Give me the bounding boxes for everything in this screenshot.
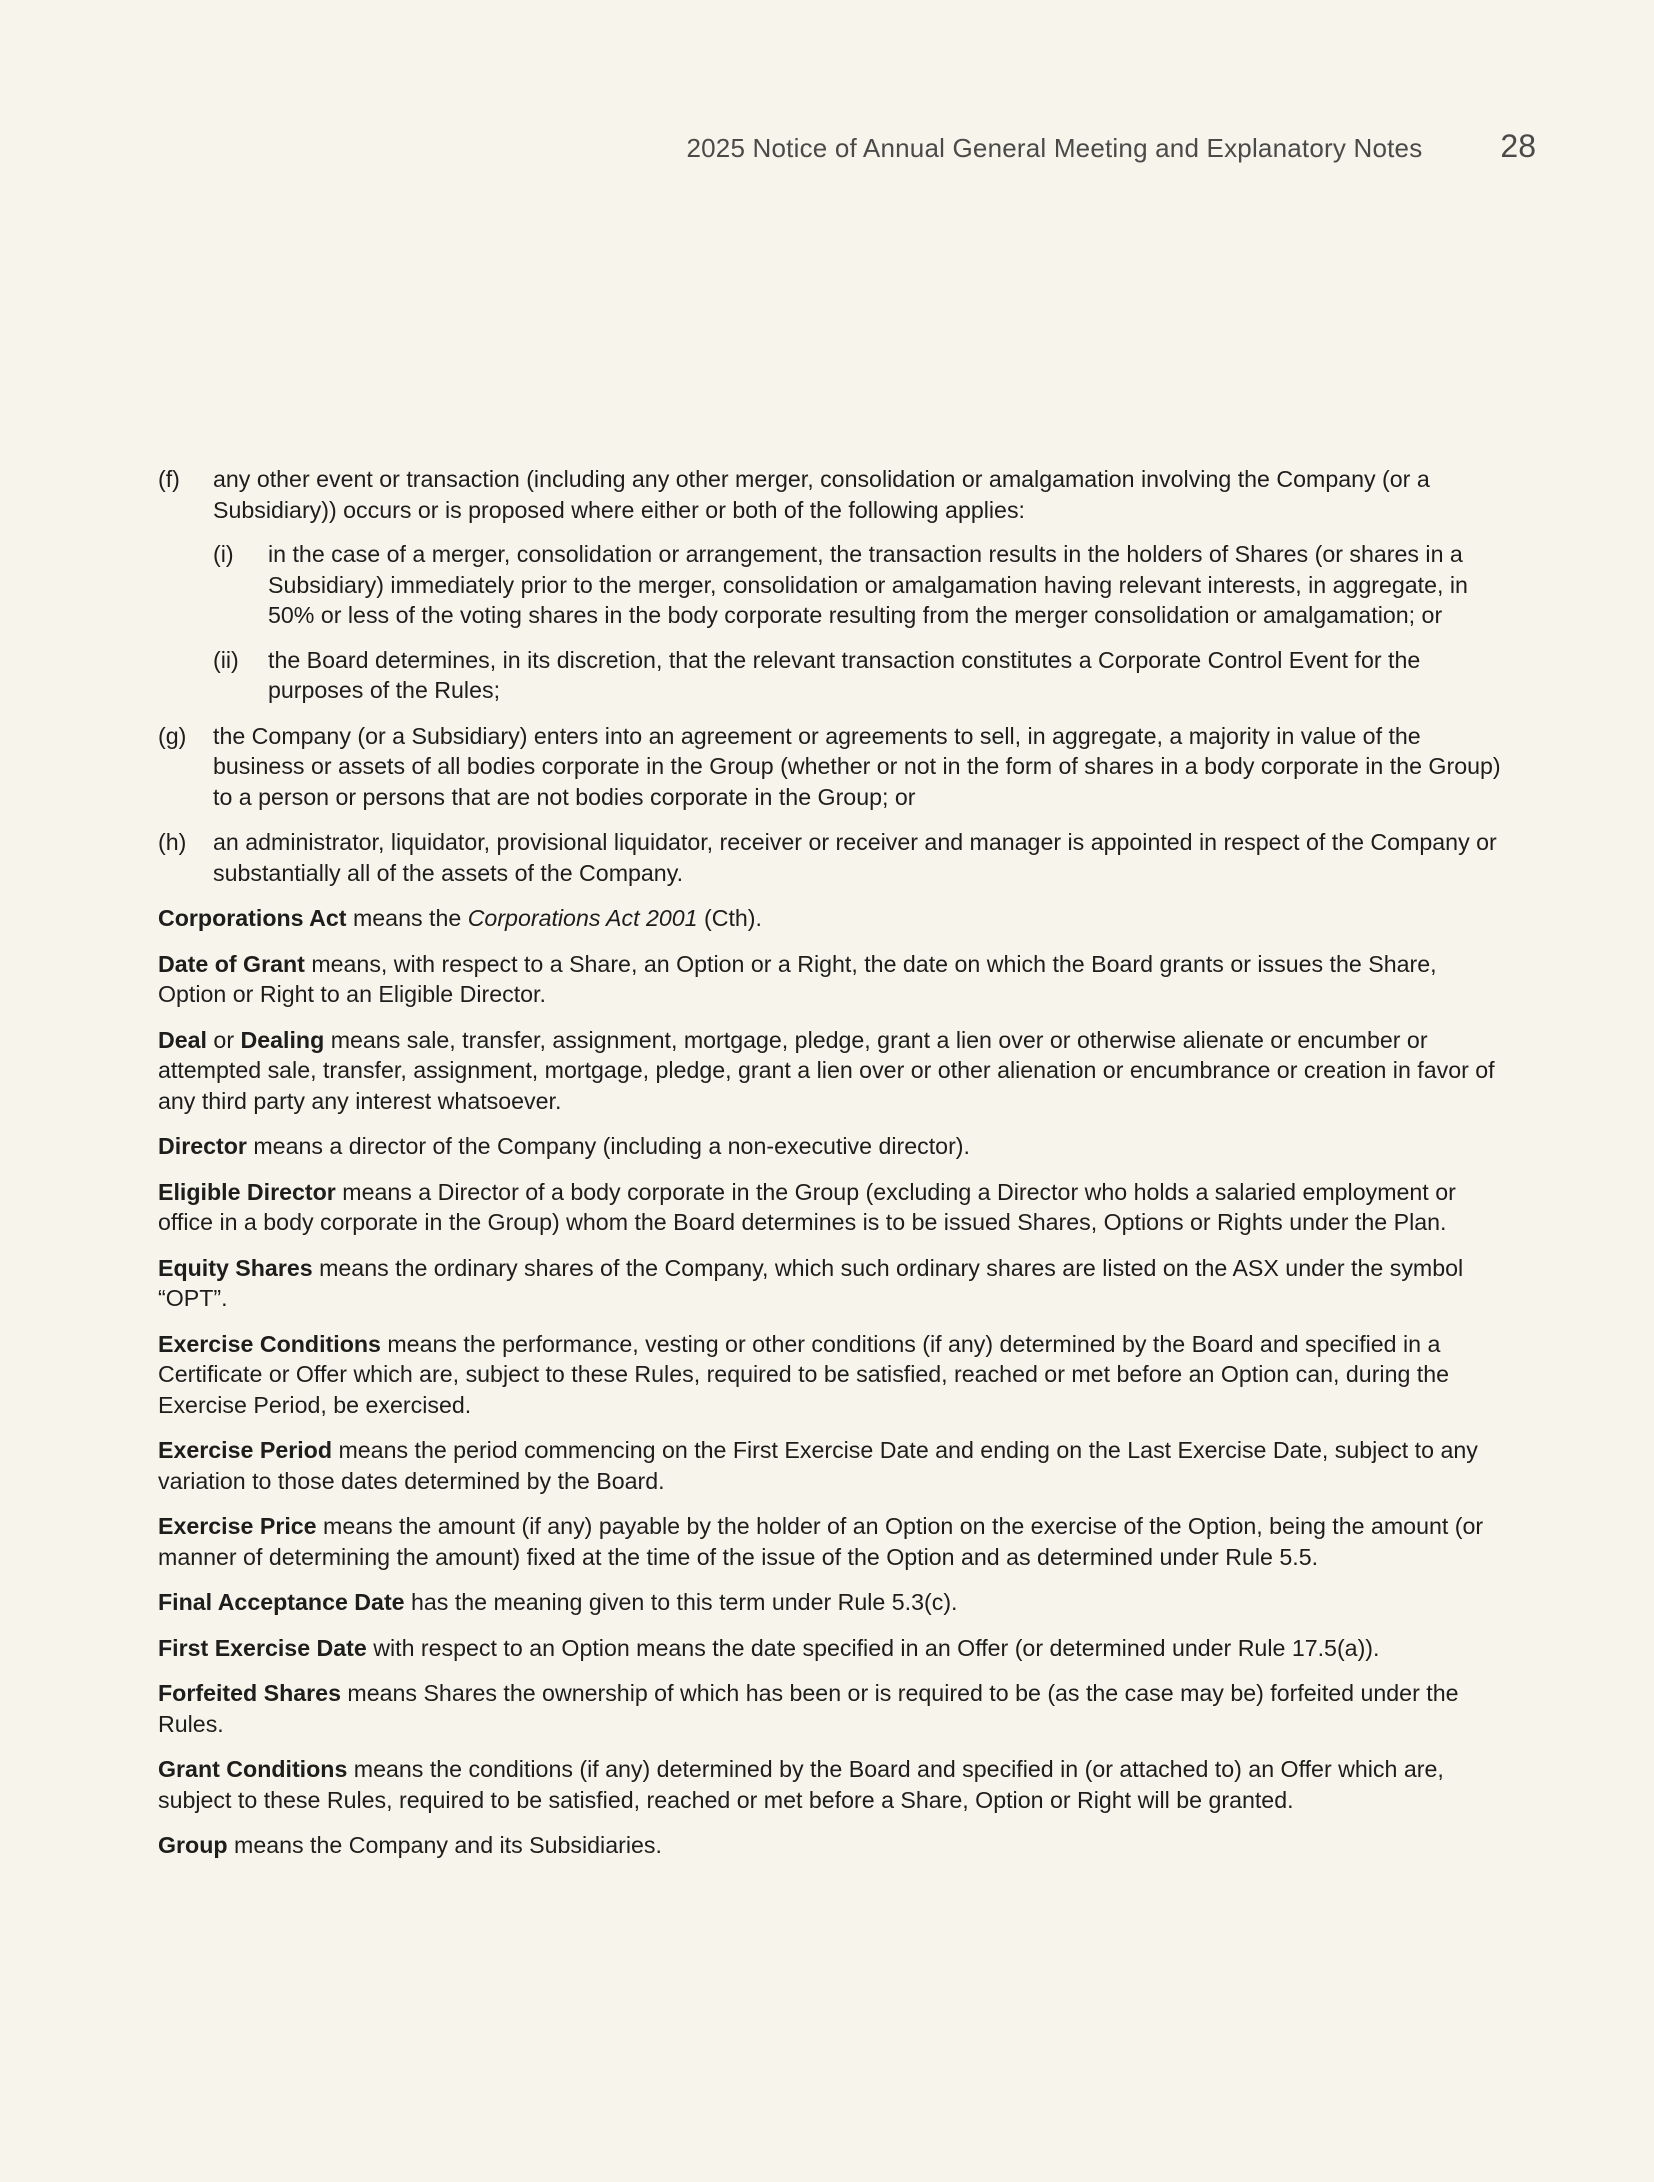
definition-grant-conditions: [158, 1754, 1503, 1815]
page-header: [0, 128, 1536, 165]
definition-text: with respect to an Option means the date specified in an Offer (or determined under Rule 17.5(a)).: [366, 1634, 1380, 1661]
definition-exercise-conditions: [158, 1329, 1503, 1421]
definition-date-of-grant: [158, 949, 1503, 1010]
sub-list: [213, 539, 1503, 706]
definition-text: means Shares the ownership of which has been or is required to be (as the case may be) forfeited under the Rules.: [158, 1680, 1459, 1737]
definition-term: Exercise Conditions: [158, 1330, 381, 1357]
definition-deal: [158, 1025, 1503, 1117]
list-item-f: [158, 464, 1503, 706]
definition-term: Final Acceptance Date: [158, 1589, 405, 1615]
definition-text: has the meaning given to this term under Rule 5.3(c).: [404, 1589, 958, 1615]
definition-term: Corporations Act: [158, 905, 347, 931]
definition-final-acceptance-date: [158, 1587, 1503, 1618]
definition-term: First Exercise Date: [158, 1634, 367, 1661]
definition-eligible-director: [158, 1177, 1503, 1238]
sub-list-item-ii: [213, 645, 1503, 706]
definition-term: Group: [158, 1832, 228, 1858]
list-item-body: [213, 464, 1503, 706]
definition-text: means a Director of a body corporate in the Group (excluding a Director who holds a salaried employment or office in a body corporate in the Group) whom the Board determines is to be issued Shares, Options or Rights under the Plan.: [158, 1178, 1456, 1235]
definition-text: means, with respect to a Share, an Option or a Right, the date on which the Board grants or issues the Share, Option or Right to an Eligible Director.: [158, 950, 1437, 1007]
definition-text: means the: [346, 905, 468, 931]
sub-list-item-text: the Board determines, in its discretion, that the relevant transaction constitutes a Corporate Control Event for the purposes of the Rules;: [268, 646, 1421, 703]
definition-first-exercise-date: [158, 1633, 1503, 1664]
definition-text: means the period commencing on the First Exercise Date and ending on the Last Exercise Date, subject to any variation to those dates determined by the Board.: [158, 1437, 1478, 1494]
definition-term: Deal: [158, 1026, 207, 1053]
page-number: 28: [1500, 128, 1536, 164]
definition-corporations-act: [158, 903, 1503, 934]
list-marker: (g): [158, 722, 187, 749]
definition-term: Forfeited Shares: [158, 1680, 341, 1706]
list-marker: (f): [158, 466, 180, 492]
page-content: [158, 464, 1503, 1876]
list-item-h: [158, 827, 1503, 888]
sub-list-item-text: in the case of a merger, consolidation or arrangement, the transaction results in the holders of Shares (or shares in a Subsidiary) immediately prior to the merger, consolidation or amalgamation having relevant interests, in aggregate, in 50% or less of the voting shares in the body corporate resulting from the merger consolidation or amalgamation; or: [268, 541, 1468, 628]
sub-list-item-i: [213, 539, 1503, 631]
definition-exercise-period: [158, 1435, 1503, 1496]
definition-term: Equity Shares: [158, 1254, 313, 1281]
list-item-text: any other event or transaction (including any other merger, consolidation or amalgamation involving the Company (or a Subsidiary)) occurs or is proposed where either or both of the following applies:: [213, 466, 1430, 523]
definition-term: Exercise Price: [158, 1513, 317, 1539]
definition-director: [158, 1131, 1503, 1162]
definition-forfeited-shares: [158, 1678, 1503, 1739]
definition-text: means the conditions (if any) determined by the Board and specified in (or attached to) an Offer which are, subject to these Rules, required to be satisfied, reached or met before a Share, Option or Right will be granted.: [158, 1756, 1444, 1813]
definition-text: means the Company and its Subsidiaries.: [227, 1832, 662, 1858]
definition-equity-shares: [158, 1253, 1503, 1314]
list-item-text: an administrator, liquidator, provisional liquidator, receiver or receiver and manager is appointed in respect of the Company or substantially all of the assets of the Company.: [213, 829, 1497, 886]
definition-text: means the ordinary shares of the Company, which such ordinary shares are listed on the ASX under the symbol “OPT”.: [158, 1254, 1464, 1311]
definition-term: Eligible Director: [158, 1178, 336, 1205]
document-title: 2025 Notice of Annual General Meeting and Explanatory Notes: [686, 133, 1423, 163]
definition-term: Director: [158, 1133, 247, 1159]
act-title: Corporations Act 2001: [467, 905, 698, 931]
definition-text: means a director of the Company (including a non-executive director).: [246, 1133, 970, 1159]
list-marker: (h): [158, 829, 187, 855]
definition-term: Date of Grant: [158, 950, 305, 977]
sub-list-marker: (i): [213, 541, 234, 567]
definition-text: (Cth).: [697, 905, 762, 931]
sub-list-marker: (ii): [213, 646, 239, 673]
definition-text: means the performance, vesting or other conditions (if any) determined by the Board and specified in a Certificate or Offer which are, subject to these Rules, required to be satisfied, reached or met before an Option can, during the Exercise Period, be exercised.: [158, 1330, 1450, 1418]
definition-text: means the amount (if any) payable by the holder of an Option on the exercise of the Option, being the amount (or manner of determining the amount) fixed at the time of the issue of the Option and as determined under Rule 5.5.: [158, 1513, 1484, 1570]
definition-term: Grant Conditions: [158, 1756, 348, 1782]
list-item-g: [158, 721, 1503, 813]
definition-text: means sale, transfer, assignment, mortgage, pledge, grant a lien over or otherwise alienate or encumber or attempted sale, transfer, assignment, mortgage, pledge, grant a lien over or other alienation or encumbrance or creation in favor of any third party any interest whatsoever.: [158, 1026, 1495, 1114]
definition-term: Dealing: [240, 1026, 325, 1053]
definition-term: Exercise Period: [158, 1437, 333, 1463]
definition-group: [158, 1830, 1503, 1861]
definition-joiner: or: [206, 1026, 241, 1053]
definition-exercise-price: [158, 1511, 1503, 1572]
list-item-text: the Company (or a Subsidiary) enters into an agreement or agreements to sell, in aggregate, a majority in value of the business or assets of all bodies corporate in the Group (whether or not in the form of shares in a body corporate in the Group) to a person or persons that are not bodies corporate in the Group; or: [213, 722, 1501, 810]
